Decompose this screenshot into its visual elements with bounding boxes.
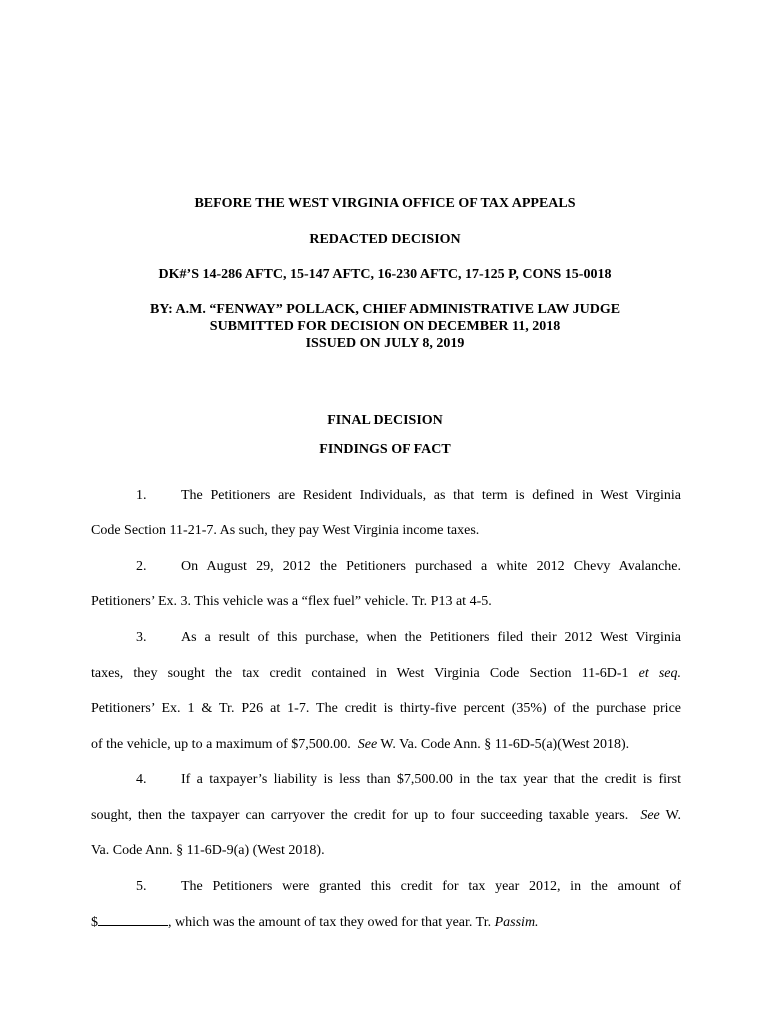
paragraph-3-line-2 [91, 665, 681, 682]
italic-term: et seq. [638, 666, 681, 681]
paragraph-4-line-3: Va. Code Ann. § 11-6D-9(a) (West 2018). [91, 843, 325, 858]
paragraph-4-line-1: If a taxpayer’s liability is less than $7,500.00 in the tax year that the credit is first [181, 772, 681, 787]
paragraph-number: 1. [136, 488, 147, 503]
paragraph-1-line-2: Code Section 11-21-7. As such, they pay West Virginia income taxes. [91, 523, 480, 538]
citation-text: W. [665, 808, 682, 823]
paragraph-3-line-4 [91, 736, 681, 753]
docket-numbers: DK#’S 14-286 AFTC, 15-147 AFTC, 16-230 AFTC, 17-125 P, CONS 15-0018 [158, 267, 612, 282]
citation-text: W. Va. Code Ann. § 11-6D-5(a)(West 2018). [380, 737, 630, 752]
submitted-date: SUBMITTED FOR DECISION ON DECEMBER 11, 2018 [209, 319, 561, 334]
paragraph-1-line-1: The Petitioners are Resident Individuals, as that term is defined in West Virginia [181, 488, 681, 503]
signal-see: See [640, 808, 660, 823]
line-text: sought, then the taxpayer can carryover the credit for up to four succeeding taxable years. [91, 808, 629, 823]
paragraph-5-line-1: The Petitioners were granted this credit for tax year 2012, in the amount of [181, 879, 681, 894]
paragraph-number: 4. [136, 772, 147, 787]
dollar-sign: $ [91, 915, 98, 930]
signal-see: See [357, 737, 378, 752]
citation-text: taxes, they sought the tax credit contained in West Virginia Code Section 11-6D-1 [91, 666, 629, 681]
line-text: , which was the amount of tax they owed for that year. Tr. [168, 915, 492, 930]
document-type: REDACTED DECISION [309, 232, 461, 247]
court-heading: BEFORE THE WEST VIRGINIA OFFICE OF TAX APPEALS [194, 196, 576, 211]
paragraph-5-line-2 [91, 913, 681, 931]
paragraph-3-line-1: As a result of this purchase, when the Petitioners filed their 2012 West Virginia [181, 630, 681, 645]
issued-date: ISSUED ON JULY 8, 2019 [305, 336, 465, 351]
paragraph-2-line-2: Petitioners’ Ex. 3. This vehicle was a “flex fuel” vehicle. Tr. P13 at 4-5. [91, 594, 492, 609]
judge-line: BY: A.M. “FENWAY” POLLACK, CHIEF ADMINISTRATIVE LAW JUDGE [149, 302, 621, 317]
paragraph-number: 3. [136, 630, 147, 645]
paragraph-4-line-2 [91, 807, 681, 824]
findings-of-fact-heading: FINDINGS OF FACT [319, 442, 451, 457]
redacted-amount-blank [98, 913, 168, 926]
paragraph-number: 5. [136, 879, 147, 894]
line-text: of the vehicle, up to a maximum of $7,500.00. [91, 737, 351, 752]
final-decision-heading: FINAL DECISION [327, 413, 443, 428]
italic-term: Passim. [494, 915, 539, 930]
paragraph-2-line-1: On August 29, 2012 the Petitioners purchased a white 2012 Chevy Avalanche. [181, 559, 681, 574]
paragraph-3-line-3: Petitioners’ Ex. 1 & Tr. P26 at 1-7. The credit is thirty-five percent (35%) of the purchase price [91, 701, 681, 716]
paragraph-number: 2. [136, 559, 147, 574]
